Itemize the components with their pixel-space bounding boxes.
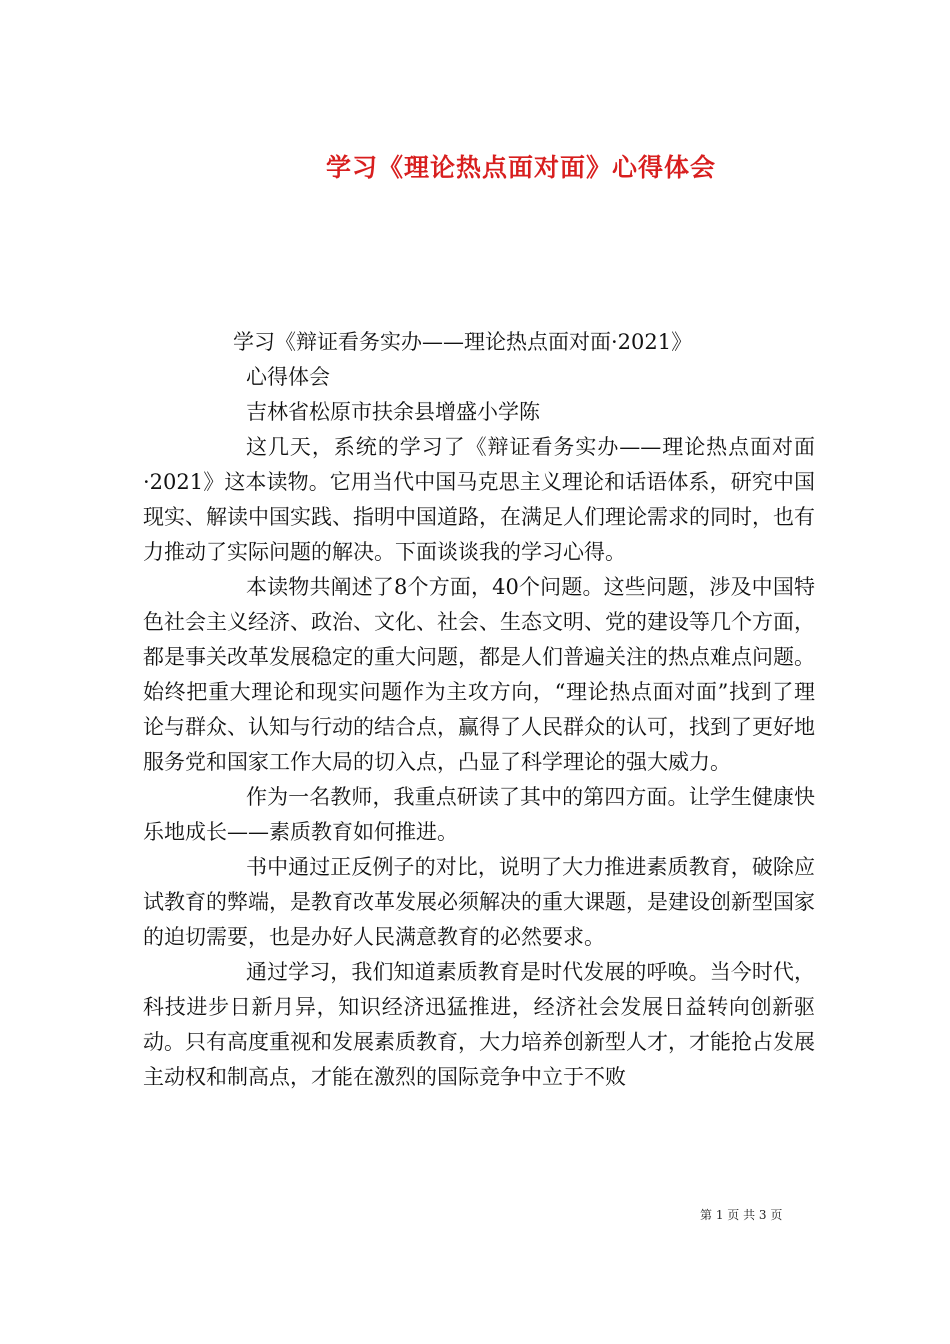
author-line: 吉林省松原市扶余县增盛小学陈: [246, 400, 540, 424]
paragraph-2: 本读物共阐述了8个方面，40个问题。这些问题，涉及中国特色社会主义经济、政治、文化、社会、生态文明、党的建设等几个方面，都是事关改革发展稳定的重大问题，都是人们普遍关注的热点难点问题。始终把重大理论和现实问题作为主攻方向，“理论热点面对面”找到了理论与群众、认知与行动的结合点，赢得了人民群众的认可，找到了更好地服务党和国家工作大局的切入点，凸显了科学理论的强大威力。: [143, 575, 815, 774]
document-body: [143, 325, 815, 1095]
paragraph-4: 书中通过正反例子的对比，说明了大力推进素质教育，破除应试教育的弊端，是教育改革发展必须解决的重大课题，是建设创新型国家的迫切需要，也是办好人民满意教育的必然要求。: [143, 855, 815, 949]
paragraph-5: 通过学习，我们知道素质教育是时代发展的呼唤。当今时代，科技进步日新月异，知识经济迅猛推进，经济社会发展日益转向创新驱动。只有高度重视和发展素质教育，大力培养创新型人才，才能抢占发展主动权和制高点，才能在激烈的国际竞争中立于不败: [143, 960, 815, 1089]
paragraph-1: 这几天，系统的学习了《辩证看务实办——理论热点面对面·2021》这本读物。它用当代中国马克思主义理论和话语体系，研究中国现实、解读中国实践、指明中国道路，在满足人们理论需求的同时，也有力推动了实际问题的解决。下面谈谈我的学习心得。: [143, 435, 815, 564]
page-number: 第 1 页 共 3 页: [700, 1208, 783, 1222]
page-title: 学习《理论热点面对面》心得体会: [325, 152, 716, 182]
subtitle-line-2: 心得体会: [246, 365, 330, 389]
subtitle-line-1: 学习《辩证看务实办——理论热点面对面·2021》: [233, 330, 693, 354]
paragraph-3: 作为一名教师，我重点研读了其中的第四方面。让学生健康快乐地成长——素质教育如何推进。: [143, 785, 815, 844]
